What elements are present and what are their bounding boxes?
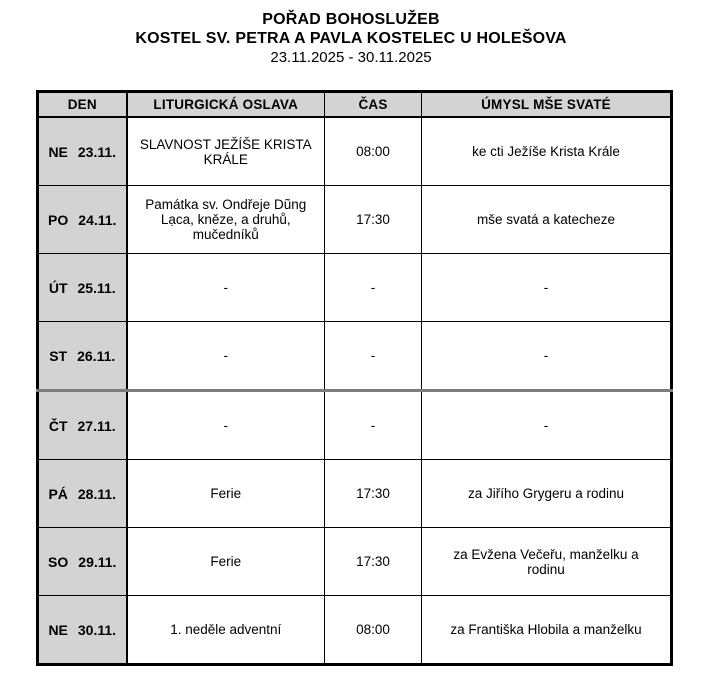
table-row xyxy=(38,528,672,596)
day-cell xyxy=(38,528,127,596)
day-date: 27.11. xyxy=(77,417,116,434)
celebration-cell: - xyxy=(127,322,325,391)
day-date: 23.11. xyxy=(77,143,117,160)
day-cell xyxy=(38,322,127,391)
day-cell xyxy=(38,186,127,254)
table-header-row xyxy=(38,92,672,118)
table-row xyxy=(38,391,672,460)
table-row xyxy=(38,322,672,391)
day-abbr: PO xyxy=(48,211,69,228)
day-cell xyxy=(38,117,127,186)
celebration-cell: 1. neděle adventní xyxy=(127,596,325,665)
celebration-cell: Ferie xyxy=(127,528,325,596)
intention-cell: za Evžena Večeřu, manželku a rodinu xyxy=(422,528,672,596)
column-header-time: ČAS xyxy=(325,92,422,118)
day-abbr: ST xyxy=(49,347,68,364)
column-header-celebration: LITURGICKÁ OSLAVA xyxy=(127,92,325,118)
title-block xyxy=(0,10,702,67)
day-cell xyxy=(38,596,127,665)
intention-cell: za Františka Hlobila a manželku xyxy=(422,596,672,665)
day-cell xyxy=(38,254,127,322)
column-header-day: DEN xyxy=(38,92,127,118)
mass-schedule-table xyxy=(36,90,673,666)
day-date: 25.11. xyxy=(77,279,116,296)
day-cell xyxy=(38,460,127,528)
intention-cell: - xyxy=(422,391,672,460)
page-title: POŘAD BOHOSLUŽEB xyxy=(262,11,440,28)
celebration-cell: - xyxy=(127,254,325,322)
day-abbr: PÁ xyxy=(48,485,68,502)
table-row xyxy=(38,596,672,665)
day-abbr: ÚT xyxy=(48,279,68,296)
intention-cell: - xyxy=(422,322,672,391)
time-cell: 17:30 xyxy=(325,186,422,254)
intention-cell: ke cti Ježíše Krista Krále xyxy=(422,117,672,186)
table-row xyxy=(38,254,672,322)
time-cell: 17:30 xyxy=(325,460,422,528)
date-range: 23.11.2025 - 30.11.2025 xyxy=(270,49,432,66)
intention-cell: za Jiřího Grygeru a rodinu xyxy=(422,460,672,528)
celebration-cell: - xyxy=(127,391,325,460)
time-cell: 17:30 xyxy=(325,528,422,596)
time-cell: 08:00 xyxy=(325,117,422,186)
day-date: 28.11. xyxy=(77,485,117,502)
day-date: 26.11. xyxy=(77,347,116,364)
intention-cell: - xyxy=(422,254,672,322)
celebration-cell: SLAVNOST JEŽÍŠE KRISTA KRÁLE xyxy=(127,117,325,186)
day-cell xyxy=(38,391,127,460)
celebration-cell: Památka sv. Ondřeje Dũng Lạca, kněze, a druhů, mučedníků xyxy=(127,186,325,254)
day-date: 29.11. xyxy=(78,553,117,570)
day-abbr: SO xyxy=(48,553,69,570)
table-row xyxy=(38,117,672,186)
time-cell: - xyxy=(325,322,422,391)
day-abbr: NE xyxy=(48,621,68,638)
table-row xyxy=(38,186,672,254)
time-cell: - xyxy=(325,254,422,322)
celebration-cell: Ferie xyxy=(127,460,325,528)
time-cell: - xyxy=(325,391,422,460)
intention-cell: mše svatá a katecheze xyxy=(422,186,672,254)
day-abbr: ČT xyxy=(48,417,68,434)
time-cell: 08:00 xyxy=(325,596,422,665)
table-row xyxy=(38,460,672,528)
church-name: KOSTEL SV. PETRA A PAVLA KOSTELEC U HOLEŠOVA xyxy=(135,30,567,47)
day-date: 24.11. xyxy=(78,211,117,228)
day-abbr: NE xyxy=(48,143,68,160)
column-header-intention: ÚMYSL MŠE SVATÉ xyxy=(422,92,672,118)
day-date: 30.11. xyxy=(77,621,117,638)
